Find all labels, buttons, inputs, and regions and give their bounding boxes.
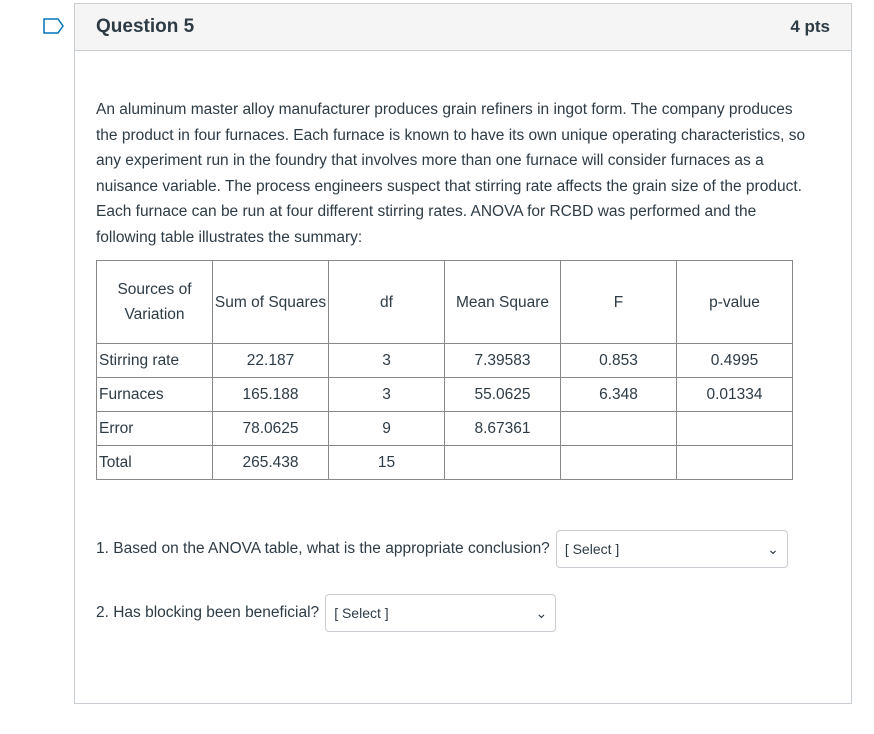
anova-table [96,260,793,480]
table-cell: 6.348 [561,378,677,412]
table-cell: 165.188 [213,378,329,412]
bookmark-flag-icon[interactable] [43,18,65,34]
table-cell: 3 [329,378,445,412]
table-cell [445,446,561,480]
table-cell: 55.0625 [445,378,561,412]
question-1 [96,530,788,568]
table-cell: 0.4995 [677,344,793,378]
header-cell: Sources of Variation [97,261,213,344]
chevron-down-icon: ⌄ [767,540,779,557]
table-cell [561,446,677,480]
table-cell: 265.438 [213,446,329,480]
table-cell: Stirring rate [97,344,213,378]
header-cell: F [561,261,677,344]
question-title: Question 5 [96,16,195,37]
header-cell: p-value [677,261,793,344]
table-cell [677,446,793,480]
table-cell [677,412,793,446]
table-cell: Total [97,446,213,480]
question-panel [74,3,852,704]
table-row [97,378,793,412]
question-2 [96,594,556,632]
table-cell: Furnaces [97,378,213,412]
question-points: 4 pts [790,17,830,36]
q2-select-value: [ Select ] [334,605,389,621]
table-row [97,446,793,480]
table-cell: 0.853 [561,344,677,378]
table-cell: Error [97,412,213,446]
table-cell: 22.187 [213,344,329,378]
table-cell: 15 [329,446,445,480]
table-cell: 78.0625 [213,412,329,446]
table-cell [561,412,677,446]
q1-label: 1. Based on the ANOVA table, what is the appropriate conclusion? [96,540,550,557]
chevron-down-icon: ⌄ [535,604,548,621]
table-cell: 9 [329,412,445,446]
question-text: An aluminum master alloy manufacturer produces grain refiners in ingot form. The company produces the product in four furnaces. Each furnace is known to have its own unique operating characteristics, so any experiment run in the foundry that involves more than one furnace will consider furnaces as a nuisance variable. The process engineers suspect that stirring rate affects the grain size of the product. Each furnace can be run at four different stirring rates. ANOVA for RCBD was performed and the following table illustrates the summary: [96,101,806,246]
table-cell: 8.67361 [445,412,561,446]
q1-select-value: [ Select ] [564,541,620,557]
table-header-row [97,261,793,344]
table-cell: 0.01334 [677,378,793,412]
q1-select[interactable] [556,530,788,568]
table-row [97,412,793,446]
header-cell: Mean Square [445,261,561,344]
question-header [75,4,851,51]
table-row [97,344,793,378]
table-cell: 7.39583 [445,344,561,378]
table-cell: 3 [329,344,445,378]
q2-label: 2. Has blocking been beneficial? [96,604,320,621]
header-cell: Sum of Squares [213,261,329,344]
q2-select[interactable] [325,594,556,632]
header-cell: df [329,261,445,344]
